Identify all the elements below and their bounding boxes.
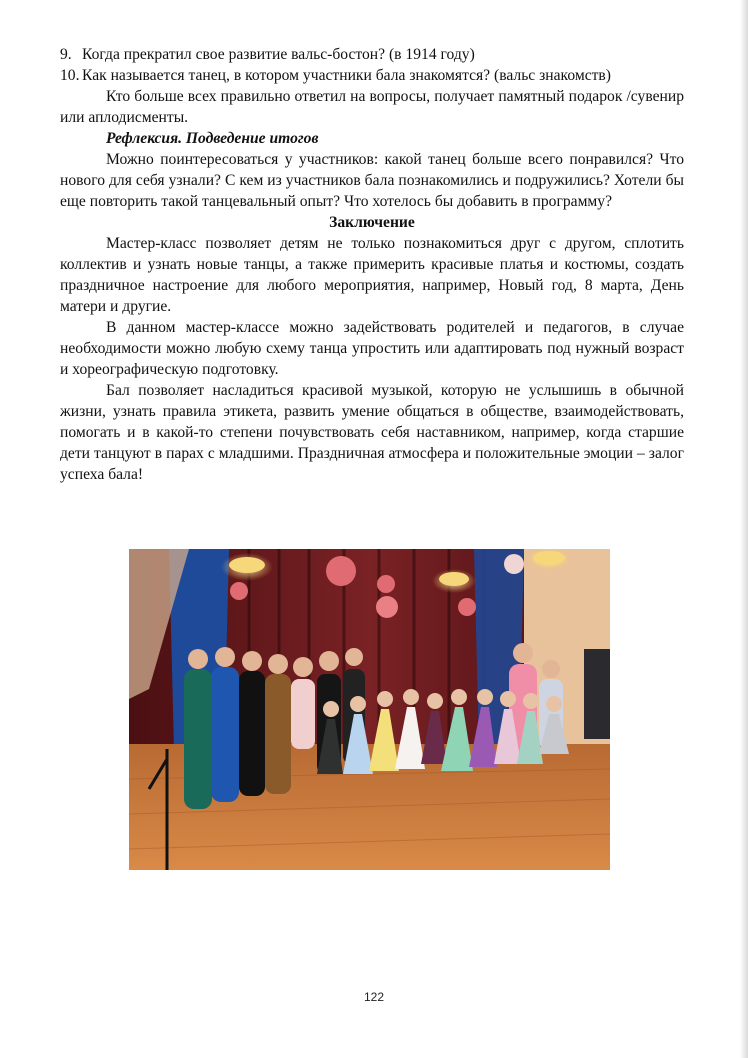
reflection-paragraph: Можно поинтересоваться у участников: какой танец больше всего понравился? Что нового для себя узнали? С кем из участников бала познакомились и подружились? Хотели бы еще повторить такой танцевальный опыт? Что хотелось бы добавить в программу? <box>60 151 684 210</box>
question-text: Когда прекратил свое развитие вальс-бостон? (в 1914 году) <box>82 46 475 63</box>
conclusion-paragraph-1: Мастер-класс позволяет детям не только познакомиться друг с другом, сплотить коллектив и узнать новые танцы, а также примерить красивые платья и костюмы, создать праздничное настроение для любого мероприятия, например, Новый год, 8 марта, День матери и другие. <box>60 235 684 315</box>
conclusion-heading: Заключение <box>329 214 415 231</box>
question-number: 9. <box>60 46 72 63</box>
page-edge-shadow <box>740 0 748 1058</box>
ball-photo <box>129 549 610 870</box>
conclusion-paragraph-3: Бал позволяет насладиться красивой музыкой, которую не услышишь в обычной жизни, узнать правила этикета, развить умение общаться в обществе, взаимодействовать, помогать и в какой-то степени почувствовать себя наставником, например, когда старшие дети танцуют в парах с младшими. Праздничная атмосфера и положительные эмоции – залог успеха бала! <box>60 382 684 483</box>
question-item <box>60 65 684 86</box>
text-body <box>60 44 684 485</box>
reward-paragraph: Кто больше всех правильно ответил на вопросы, получает памятный подарок /сувенир или аплодисменты. <box>60 88 684 126</box>
question-number: 10. <box>60 67 80 84</box>
question-text: Как называется танец, в котором участники бала знакомятся? (вальс знакомств) <box>82 67 611 84</box>
page-number: 122 <box>363 990 385 1004</box>
ball-photo-illustration <box>129 549 610 870</box>
reflection-heading: Рефлексия. Подведение итогов <box>106 130 319 147</box>
conclusion-paragraph-2: В данном мастер-классе можно задействовать родителей и педагогов, в случае необходимости можно любую схему танца упростить или адаптировать под нужный возраст и хореографическую подготовку. <box>60 319 684 378</box>
question-item <box>60 44 684 65</box>
